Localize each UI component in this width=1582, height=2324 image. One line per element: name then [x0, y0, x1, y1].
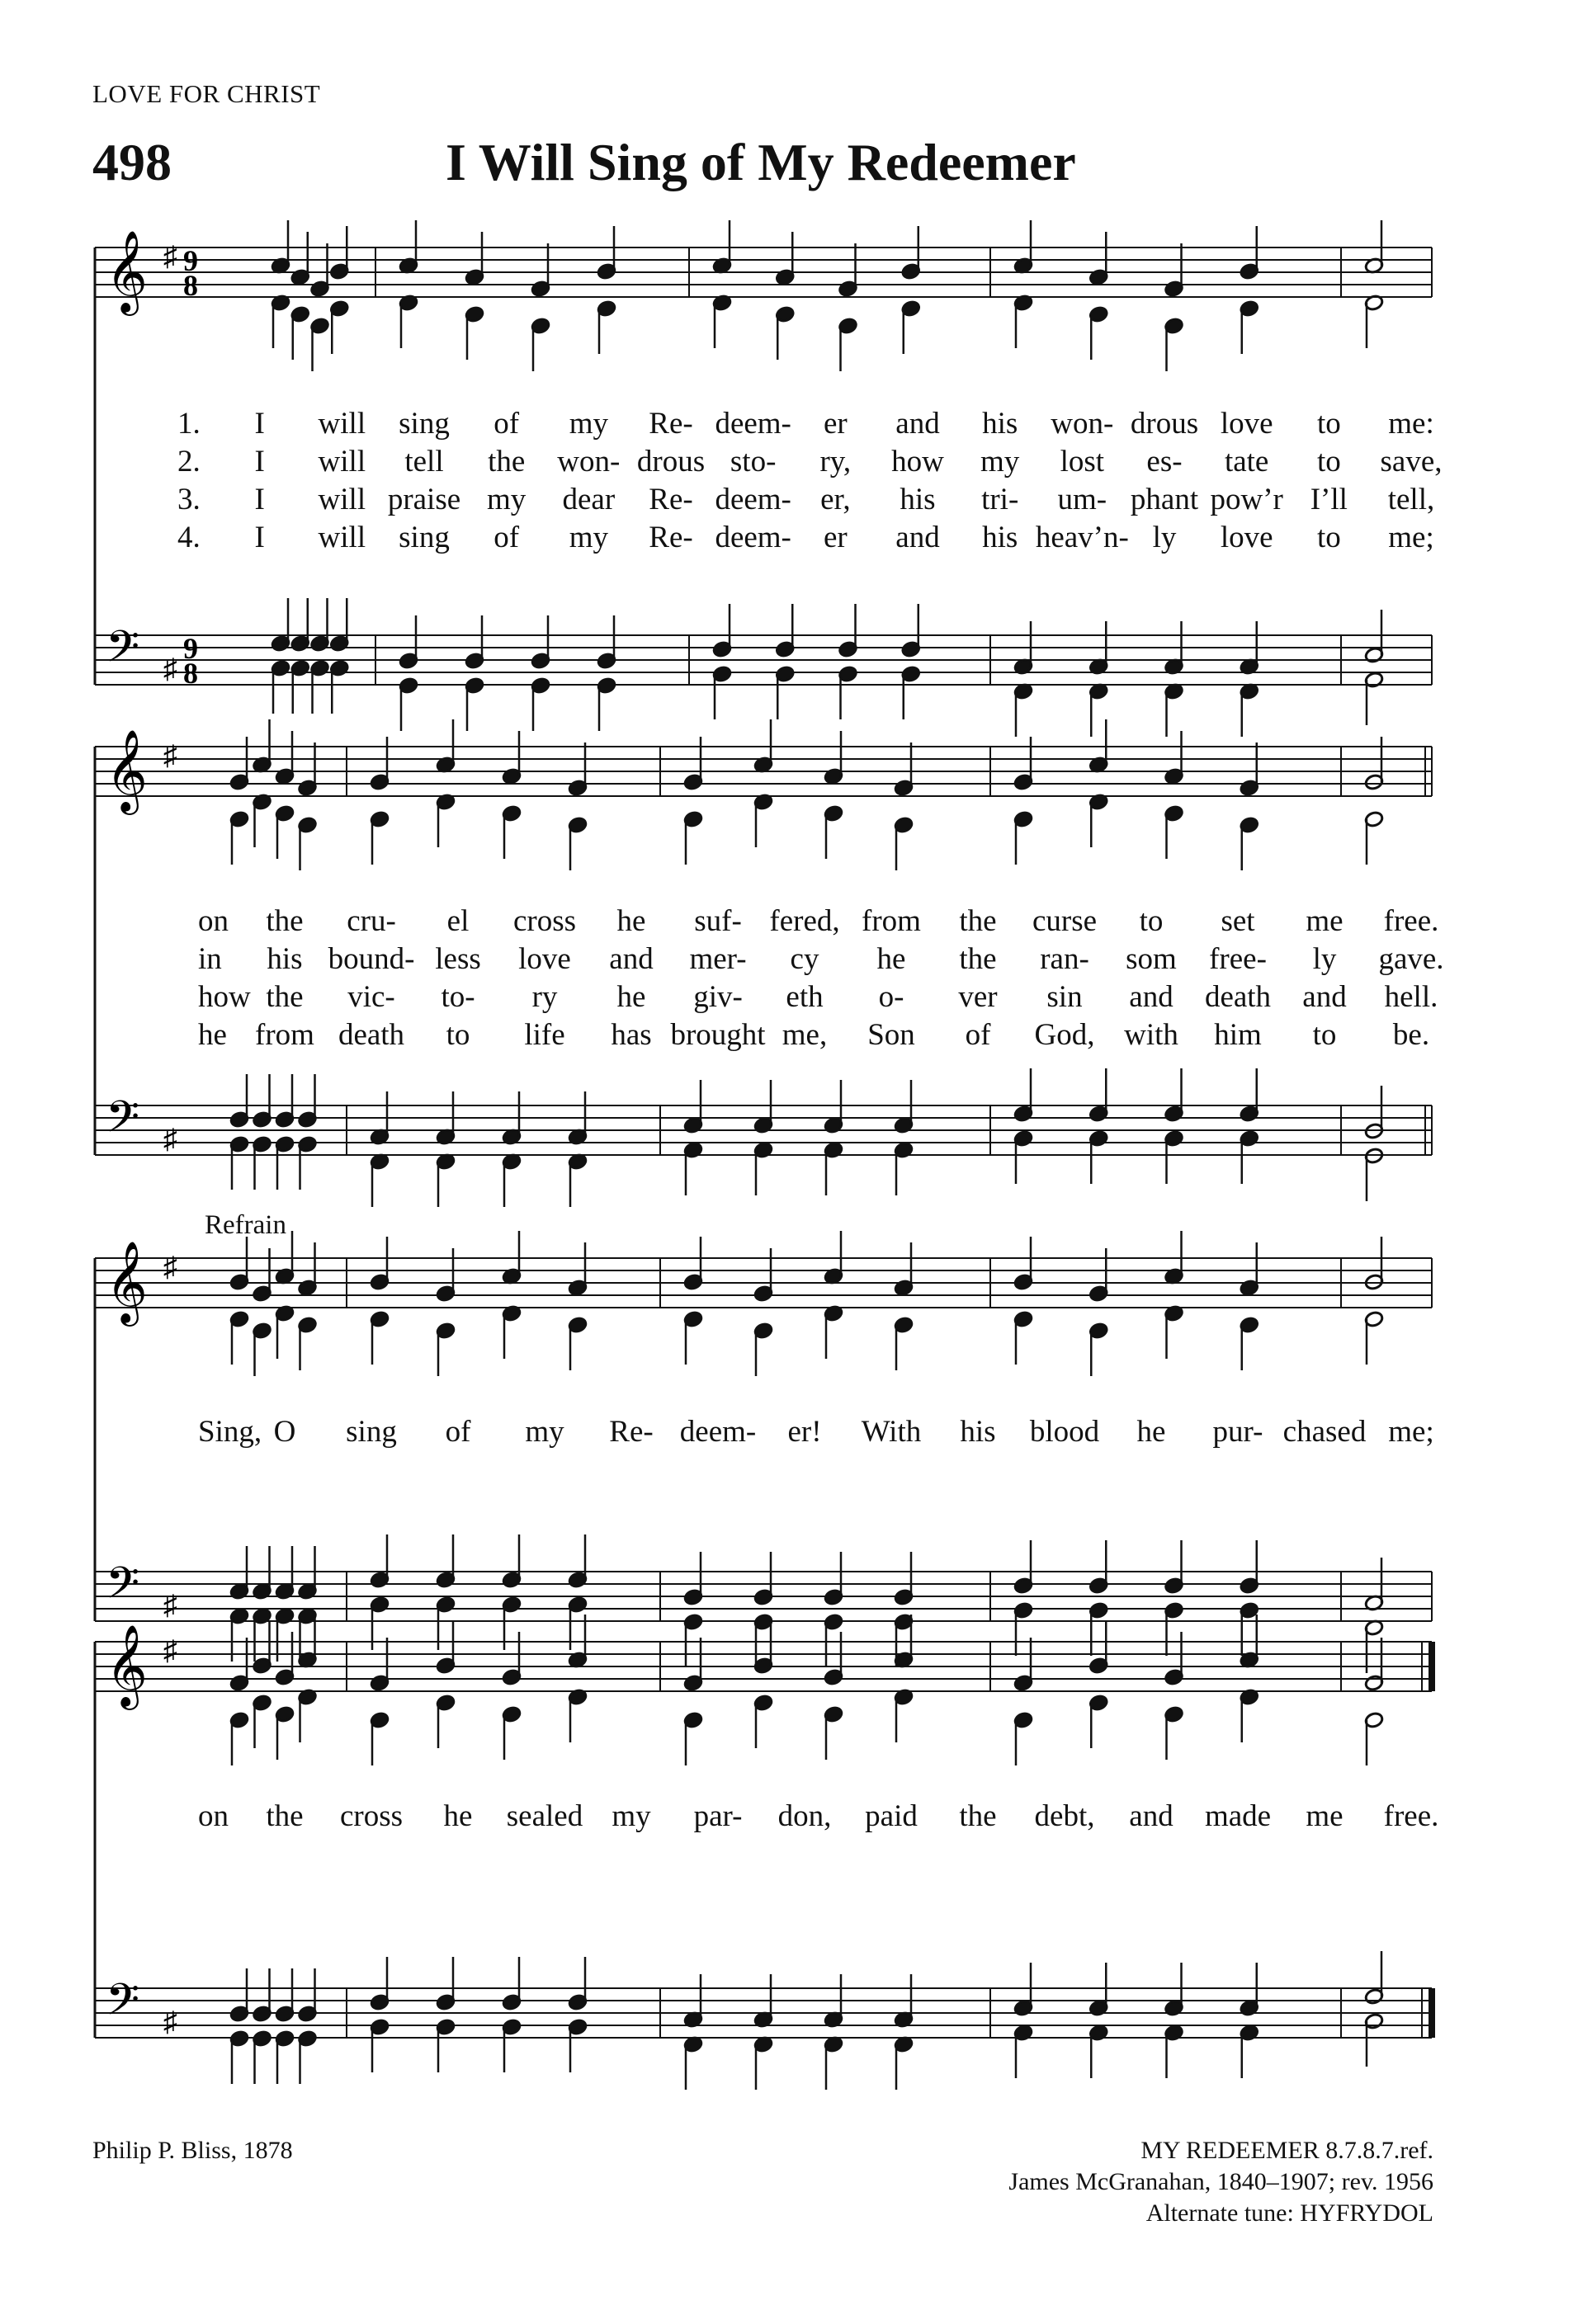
lyric-syllable: he — [1136, 1415, 1166, 1449]
lyric-syllable: of — [445, 1415, 471, 1449]
lyric-syllable: he — [876, 942, 906, 976]
lyric-syllable: from — [862, 904, 921, 938]
lyric-syllable: will — [318, 521, 366, 554]
hymn-number: 498 — [92, 133, 172, 191]
lyric-syllable: how — [198, 980, 251, 1014]
lyric-syllable: tell, — [1387, 483, 1435, 516]
bass-clef-icon: 𝄢 — [106, 1559, 140, 1618]
lyric-syllable: will — [318, 445, 366, 478]
lyric-syllable: bound- — [328, 942, 415, 976]
lyric-syllable: my — [612, 1799, 651, 1833]
lyric-syllable: to — [1316, 521, 1341, 554]
lyric-syllable: my — [569, 521, 608, 554]
lyric-syllable: sing — [399, 521, 450, 554]
alternate-tune: Alternate tune: HYFRYDOL — [1145, 2199, 1433, 2227]
lyric-syllable: to — [1312, 1018, 1337, 1052]
lyric-syllable: Re- — [649, 407, 693, 441]
lyric-syllable: how — [891, 445, 944, 478]
lyric-syllable: I — [254, 407, 265, 441]
lyric-syllable: made — [1204, 1799, 1272, 1833]
lyric-syllable: With — [861, 1415, 922, 1449]
lyric-syllable: dear — [562, 483, 616, 516]
lyric-syllable: free- — [1209, 942, 1267, 976]
lyric-syllable: his — [982, 521, 1018, 554]
lyric-syllable: cross — [339, 1799, 404, 1833]
lyric-syllable: er! — [787, 1415, 822, 1449]
lyric-syllable: er — [823, 407, 848, 441]
lyric-syllable: tri- — [981, 483, 1019, 516]
lyric-syllable: in — [198, 942, 222, 976]
music-system-4 — [229, 1615, 1384, 2090]
section-label: LOVE FOR CHRIST — [92, 79, 321, 108]
lyric-syllable: praise — [387, 483, 461, 516]
lyric-syllable: es- — [1146, 445, 1183, 478]
lyric-syllable: sto- — [730, 445, 777, 478]
lyric-syllable: won- — [557, 445, 621, 478]
lyric-syllable: me; — [1388, 521, 1434, 554]
lyric-syllable: sin — [1046, 980, 1083, 1014]
lyric-syllable: and — [1129, 980, 1174, 1014]
lyric-syllable: eth — [786, 980, 824, 1014]
lyric-syllable: vic- — [347, 980, 395, 1014]
lyric-syllable: er — [823, 521, 848, 554]
lyric-syllable: me; — [1388, 1415, 1434, 1449]
lyric-syllable: me: — [1388, 407, 1434, 441]
lyric-syllable: I — [254, 445, 265, 478]
lyric-syllable: 3. — [177, 483, 201, 516]
lyric-syllable: the — [959, 1799, 997, 1833]
lyric-syllable: set — [1221, 904, 1255, 938]
sharp-icon: ♯ — [163, 654, 177, 685]
lyric-syllable: ran- — [1040, 942, 1089, 976]
lyric-syllable: has — [611, 1018, 652, 1052]
lyric-syllable: his — [267, 942, 303, 976]
lyric-syllable: my — [980, 445, 1020, 478]
lyric-syllable: lost — [1060, 445, 1105, 478]
lyric-syllable: on — [198, 1799, 229, 1833]
lyric-syllable: 1. — [177, 407, 201, 441]
lyric-syllable: ry — [531, 980, 558, 1014]
time-signature-top: 9 — [183, 244, 198, 277]
lyric-syllable: o- — [878, 980, 904, 1014]
lyric-syllable: sealed — [506, 1799, 583, 1833]
lyric-syllable: to — [1316, 407, 1341, 441]
lyric-syllable: free. — [1383, 904, 1439, 938]
bass-staff — [95, 1988, 1432, 2038]
lyric-syllable: 4. — [177, 521, 201, 554]
lyric-syllable: som — [1126, 942, 1177, 976]
lyric-syllable: Sing, — [198, 1415, 262, 1449]
lyric-syllable: of — [965, 1018, 991, 1052]
lyric-syllable: don, — [777, 1799, 832, 1833]
lyric-syllable: the — [959, 942, 997, 976]
lyric-syllable: life — [524, 1018, 565, 1052]
lyric-syllable: love — [1220, 521, 1273, 554]
music-system-3 — [229, 1231, 1384, 1673]
lyric-syllable: he — [443, 1799, 473, 1833]
lyric-syllable: cross — [512, 904, 577, 938]
lyric-syllable: he — [198, 1018, 227, 1052]
text-credit: Philip P. Bliss, 1878 — [92, 2137, 293, 2164]
lyric-syllable: er, — [820, 483, 851, 516]
lyric-syllable: his — [900, 483, 936, 516]
bass-staff — [95, 1572, 1432, 1621]
lyric-syllable: paid — [865, 1799, 918, 1833]
time-signature-bottom: 8 — [183, 269, 198, 302]
lyric-syllable: cy — [790, 942, 819, 976]
sharp-icon: ♯ — [163, 242, 177, 272]
lyric-syllable: cru- — [347, 904, 396, 938]
lyric-syllable: chased — [1282, 1415, 1367, 1449]
treble-clef-icon: 𝄞 — [106, 232, 148, 311]
lyric-syllable: to — [1316, 445, 1341, 478]
hymn-title: I Will Sing of My Redeemer — [446, 133, 1076, 191]
treble-clef-icon: 𝄞 — [106, 1626, 148, 1705]
lyric-syllable: ry, — [819, 445, 852, 478]
lyric-syllable: the — [266, 904, 304, 938]
lyric-syllable: free. — [1383, 1799, 1439, 1833]
lyric-syllable: pur- — [1212, 1415, 1263, 1449]
lyric-syllable: love — [1220, 407, 1273, 441]
lyric-syllable: from — [255, 1018, 314, 1052]
lyric-syllable: be. — [1392, 1018, 1430, 1052]
lyric-syllable: to — [1139, 904, 1164, 938]
lyric-syllable: pow’r — [1210, 483, 1283, 516]
treble-staff — [95, 1642, 1432, 1691]
lyric-syllable: he — [616, 904, 646, 938]
lyric-syllable: he — [616, 980, 646, 1014]
sharp-icon: ♯ — [163, 1252, 177, 1283]
lyric-syllable: fered, — [769, 904, 840, 938]
lyric-syllable: my — [487, 483, 527, 516]
lyric-syllable: will — [318, 407, 366, 441]
lyric-syllable: me, — [782, 1018, 828, 1052]
time-signature-top: 9 — [183, 632, 198, 665]
lyric-syllable: save, — [1380, 445, 1443, 478]
lyric-syllable: death — [1204, 980, 1272, 1014]
lyric-syllable: of — [493, 407, 520, 441]
music-credit — [1008, 2135, 1433, 2229]
lyric-syllable: the — [266, 1799, 304, 1833]
lyric-syllable: on — [198, 904, 229, 938]
lyric-syllable: with — [1124, 1018, 1178, 1052]
sharp-icon: ♯ — [163, 1636, 177, 1666]
lyric-syllable: and — [1129, 1799, 1174, 1833]
lyric-syllable: blood — [1029, 1415, 1100, 1449]
bass-clef-icon: 𝄢 — [106, 1093, 140, 1152]
lyric-syllable: and — [895, 407, 940, 441]
lyric-syllable: less — [435, 942, 481, 976]
lyric-syllable: heav’n- — [1035, 521, 1129, 554]
lyric-syllable: deem- — [715, 407, 791, 441]
lyric-syllable: the — [488, 445, 526, 478]
lyric-syllable: my — [525, 1415, 564, 1449]
lyric-syllable: drous — [1130, 407, 1199, 441]
lyric-syllable: sing — [399, 407, 450, 441]
lyric-syllable: my — [569, 407, 608, 441]
lyric-syllable: Re- — [609, 1415, 654, 1449]
tune-name: MY REDEEMER 8.7.8.7.ref. — [1140, 2137, 1433, 2164]
lyric-syllable: 2. — [177, 445, 201, 478]
lyric-syllable: mer- — [689, 942, 747, 976]
lyric-syllable: ly — [1152, 521, 1177, 554]
lyric-syllable: el — [446, 904, 470, 938]
lyric-syllable: deem- — [715, 521, 791, 554]
lyric-syllable: me — [1306, 1799, 1344, 1833]
lyric-syllable: won- — [1051, 407, 1114, 441]
lyric-syllable: me — [1306, 904, 1344, 938]
refrain-label: Refrain — [205, 1210, 286, 1240]
lyric-syllable: deem- — [715, 483, 791, 516]
lyric-syllable: I’ll — [1310, 483, 1348, 516]
treble-staff — [95, 247, 1432, 297]
sharp-icon: ♯ — [163, 1124, 177, 1155]
lyric-syllable: drous — [636, 445, 706, 478]
lyric-syllable: par- — [693, 1799, 743, 1833]
lyric-syllable: suf- — [694, 904, 742, 938]
lyric-syllable: curse — [1032, 904, 1098, 938]
bass-clef-icon: 𝄢 — [106, 623, 140, 681]
lyric-syllable: and — [895, 521, 940, 554]
lyric-syllable: gave. — [1378, 942, 1444, 976]
lyric-syllable: I — [254, 521, 265, 554]
lyric-syllable: tate — [1224, 445, 1269, 478]
composer: James McGranahan, 1840–1907; rev. 1956 — [1008, 2168, 1433, 2195]
treble-clef-icon: 𝄞 — [106, 731, 148, 810]
sharp-icon: ♯ — [163, 2007, 177, 2038]
treble-staff — [95, 747, 1432, 796]
lyric-syllable: love — [518, 942, 571, 976]
lyric-syllable: his — [982, 407, 1018, 441]
time-signature-bottom: 8 — [183, 657, 198, 690]
lyric-syllable: tell — [404, 445, 444, 478]
lyric-syllable: ver — [958, 980, 998, 1014]
lyric-syllable: sing — [346, 1415, 397, 1449]
lyric-syllable: the — [959, 904, 997, 938]
lyric-syllable: death — [338, 1018, 405, 1052]
lyric-syllable: ly — [1312, 942, 1337, 976]
lyric-syllable: to — [446, 1018, 470, 1052]
lyric-syllable: Re- — [649, 521, 693, 554]
lyric-syllable: him — [1214, 1018, 1262, 1052]
lyric-syllable: will — [318, 483, 366, 516]
lyric-syllable: the — [266, 980, 304, 1014]
sharp-icon: ♯ — [163, 741, 177, 771]
lyric-syllable: debt, — [1034, 1799, 1095, 1833]
sharp-icon: ♯ — [163, 1591, 177, 1621]
lyric-syllable: to- — [441, 980, 475, 1014]
lyric-syllable: his — [960, 1415, 996, 1449]
lyric-syllable: brought — [670, 1018, 766, 1052]
lyric-syllable: giv- — [693, 980, 743, 1014]
lyric-syllable: Son — [867, 1018, 915, 1052]
lyric-syllable: O — [273, 1415, 296, 1449]
bass-clef-icon: 𝄢 — [106, 1976, 140, 2034]
lyric-syllable: phant — [1130, 483, 1199, 516]
lyric-syllable: of — [493, 521, 520, 554]
treble-clef-icon: 𝄞 — [106, 1242, 148, 1322]
lyric-syllable: um- — [1057, 483, 1107, 516]
lyric-syllable: deem- — [679, 1415, 757, 1449]
lyric-syllable: and — [1302, 980, 1347, 1014]
lyric-syllable: God, — [1034, 1018, 1095, 1052]
lyric-syllable: Re- — [649, 483, 693, 516]
lyric-syllable: hell. — [1384, 980, 1438, 1014]
lyric-syllable: I — [254, 483, 265, 516]
lyric-syllable: and — [609, 942, 654, 976]
